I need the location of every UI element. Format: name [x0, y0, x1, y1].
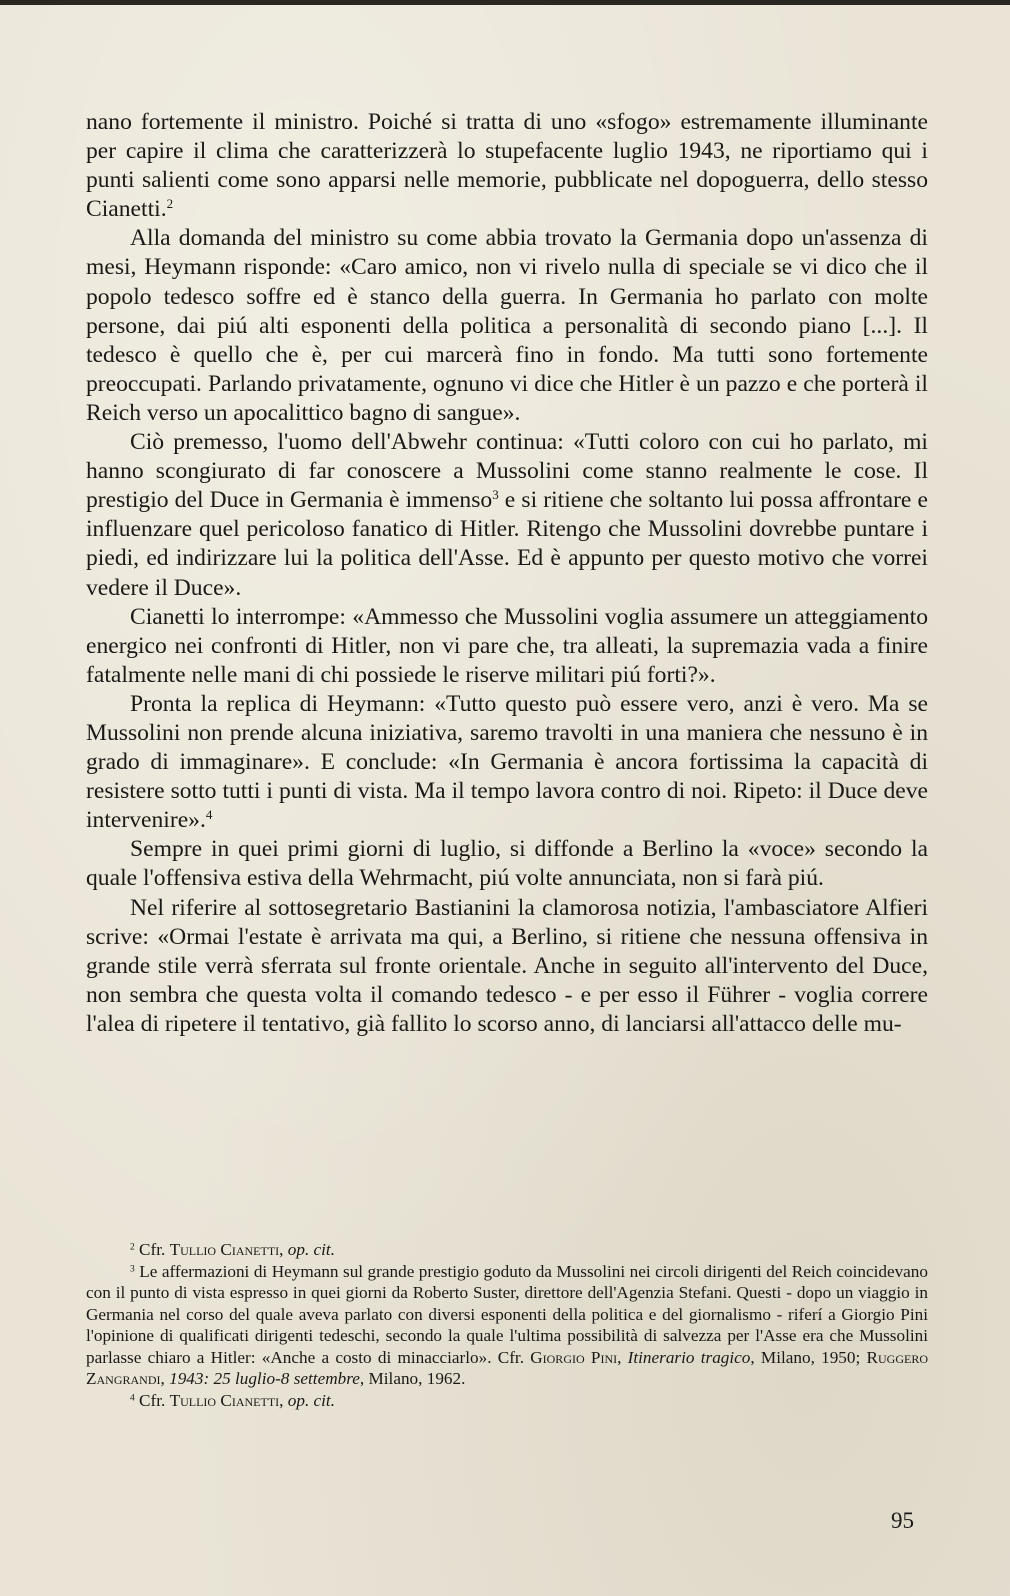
paragraph — [86, 690, 928, 835]
footnote — [86, 1390, 928, 1412]
work-title: Itinerario tragico — [627, 1347, 751, 1367]
text-run: , — [617, 1347, 628, 1367]
work-title: 1943: 25 luglio-8 settembre — [169, 1369, 360, 1388]
text-run: Sempre in quei primi giorni di luglio, si diffonde a Berlino la «voce» secondo la quale l'offensiva estiva della Wehrmacht, piú volte annunciata, non si farà piú. — [86, 836, 928, 892]
text-run: , — [279, 1390, 288, 1410]
text-run: Cfr. — [134, 1240, 170, 1259]
paragraph — [86, 835, 928, 893]
footnote-ref: 4 — [205, 807, 213, 823]
text-run: nano fortemente il ministro. Poiché si tratta di uno «sfogo» estremamente illuminante per capire il clima che caratterizzerà lo stupefacente luglio 1943, ne riportiamo qui i punti salienti come sono apparsi nelle memorie, pubblicate nel dopoguerra, dello stesso Cianetti. — [86, 109, 928, 223]
author-name: Ruggero Zangrandi — [86, 1347, 928, 1388]
footnote — [86, 1261, 928, 1390]
text-run: , — [160, 1369, 170, 1388]
text-run: , — [279, 1240, 288, 1259]
footnote-ref: 2 — [130, 1242, 135, 1253]
footnote-ref: 3 — [130, 1263, 135, 1274]
footnotes — [86, 1239, 928, 1411]
work-title: op. cit. — [287, 1240, 336, 1259]
page-top-edge — [0, 0, 1010, 5]
page-number: 95 — [891, 1508, 914, 1533]
footnote-ref: 4 — [130, 1392, 135, 1403]
text-run: Nel riferire al sottosegretario Bastianini la clamorosa notizia, l'ambasciatore Alfieri scrive: «Ormai l'estate è arrivata ma qui, a Berlino, si ritiene che nessuna offensiva in grande stile verrà sferrata sul fronte orientale. Anche in seguito all'intervento del Duce, non sembra che questa volta il comando tedesco - e per esso il Führer - voglia correre l'alea di ripetere il tentativo, già fallito lo scorso anno, di lanciarsi all'attacco delle mu- — [86, 894, 928, 1037]
author-name: Tullio Cianetti — [169, 1390, 280, 1410]
main-text — [86, 108, 928, 1039]
text-run: Le affermazioni di Heymann sul grande prestigio goduto da Mussolini nei circoli dirigenti del Reich coincidevano con il punto di vista espresso in quei giorni da Roberto Suster, direttore dell'Agenzia Stefani. Questi - dopo un viaggio in Germania nel corso del quale aveva parlato con diversi esponenti della politica e del giornalismo - riferí a Giorgio Pini l'opinione di qualificati dirigenti tedeschi, secondo la quale l'ultima possibilità di salvezza per l'Asse era che Mussolini parlasse chiaro a Hitler: «Anche a costo di minacciarlo». Cfr. — [86, 1261, 928, 1367]
author-name: Giorgio Pini — [530, 1347, 618, 1367]
text-run: Pronta la replica di Heymann: «Tutto questo può essere vero, anzi è vero. Ma se Mussolini non prende alcuna iniziativa, saremo travolti in una maniera che nessuno è in grado di immaginare». E conclude: «In Germania è ancora fortissima la capacità di resistere sotto tutti i punti di vista. Ma il tempo lavora contro di noi. Ripeto: il Duce deve intervenire». — [86, 690, 928, 834]
work-title: op. cit. — [287, 1390, 336, 1410]
text-run: Alla domanda del ministro su come abbia trovato la Germania dopo un'assenza di mesi, Heymann risponde: «Caro amico, non vi rivelo nulla di speciale se vi dico che il popolo tedesco soffre ed è stanco della guerra. In Germania ho parlato con molte persone, dai piú alti esponenti della politica a personalità di secondo piano [...]. Il tedesco è quello che è, per cui marcerà fino in fondo. Ma tutti sono fortemente preoccupati. Parlando privatamente, ognuno vi dice che Hitler è un pazzo e che porterà il Reich verso un apocalittico bagno di sangue». — [86, 225, 928, 426]
paragraph — [86, 108, 928, 224]
paragraph — [86, 603, 928, 690]
text-run: Cfr. — [134, 1390, 170, 1410]
paragraph — [86, 224, 928, 428]
paragraph — [86, 428, 928, 603]
footnote — [86, 1239, 928, 1261]
footnote-ref: 2 — [166, 196, 174, 212]
author-name: Tullio Cianetti — [169, 1240, 280, 1259]
text-run: , Milano, 1950; — [750, 1347, 867, 1367]
text-run: Cianetti lo interrompe: «Ammesso che Mussolini voglia assumere un atteggiamento energico nei confronti di Hitler, non vi pare che, tra alleati, la supremazia vada a finire fatalmente nelle mani di chi possiede le riserve militari piú forti?». — [86, 603, 928, 688]
paragraph — [86, 894, 928, 1039]
footnote-ref: 3 — [492, 487, 499, 503]
text-run: e si ritiene che soltanto lui possa affrontare e influenzare quel pericoloso fanatico di Hitler. Ritengo che Mussolini dovrebbe puntare i piedi, ed indirizzare lui la politica dell'Asse. Ed è appunto per questo motivo che vorrei vedere il Duce». — [86, 487, 928, 601]
text-run: Ciò premesso, l'uomo dell'Abwehr continua: «Tutti coloro con cui ho parlato, mi hanno scongiurato di far conoscere a Mussolini come stanno realmente le cose. Il prestigio del Duce in Germania è immenso — [86, 429, 928, 514]
text-run: , Milano, 1962. — [359, 1369, 466, 1388]
